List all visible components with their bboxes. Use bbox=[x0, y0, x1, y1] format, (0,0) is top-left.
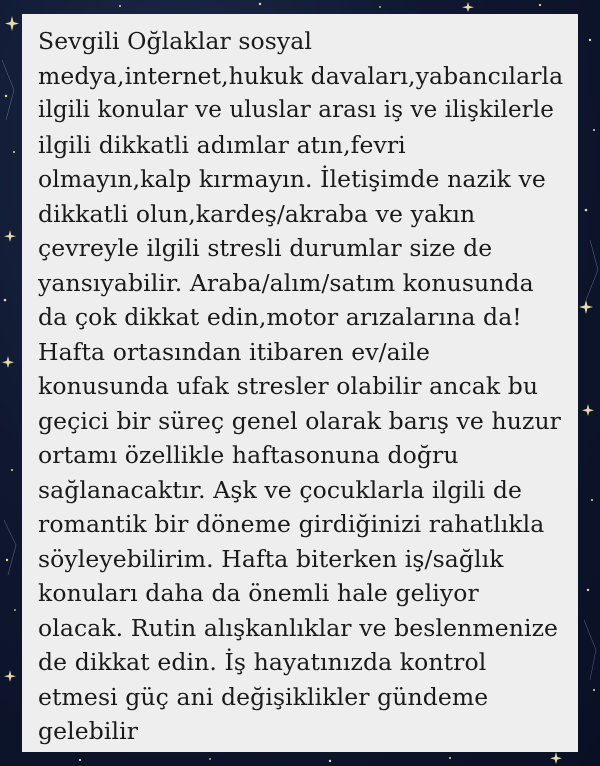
text-line: ortamı özellikle haftasonuna doğru bbox=[38, 441, 459, 469]
text-line: olacak. Rutin alışkanlıklar ve beslenmenize bbox=[38, 613, 559, 642]
text-line: de dikkat edin. İş hayatınızda kontrol bbox=[38, 648, 487, 676]
star-dot bbox=[329, 760, 331, 762]
text-line: konusunda ufak stresler olabilir ancak bu bbox=[38, 372, 539, 400]
text-line: geçici bir süreç genel olarak barış ve huzur bbox=[38, 406, 562, 435]
text-line: olmayın,kalp kırmayın. İletişimde nazik ve bbox=[38, 165, 546, 193]
text-line: çevreyle ilgili stresli durumlar size de bbox=[38, 234, 493, 262]
sparkle-star-icon bbox=[4, 670, 16, 682]
text-line: söyleyebilirim. Hafta biterken iş/sağlık bbox=[38, 544, 504, 573]
text-card bbox=[22, 14, 578, 752]
text-line: Sevgili Oğlaklar sosyal bbox=[38, 27, 313, 55]
text-line: medya,internet,hukuk davaları,yabancılarla bbox=[38, 61, 564, 90]
star-dot bbox=[593, 129, 595, 131]
star-dot bbox=[379, 6, 381, 8]
star-dot bbox=[119, 5, 121, 7]
text-line: etmesi güç ani değişiklikler gündeme bbox=[38, 682, 489, 711]
text-line: dikkatli olun,kardeş/akraba ve yakın bbox=[38, 199, 476, 228]
star-dot bbox=[79, 759, 81, 761]
star-dot bbox=[259, 3, 261, 5]
star-dot bbox=[5, 95, 7, 97]
sparkle-star-icon bbox=[4, 230, 16, 242]
star-dot bbox=[593, 689, 595, 691]
text-line: Hafta ortasından itibaren ev/aile bbox=[38, 337, 430, 366]
text-line: romantik bir döneme girdiğinizi rahatlıkla bbox=[38, 510, 545, 538]
text-line: ilgili dikkatli adımlar atın,fevri bbox=[38, 130, 406, 159]
sparkle-star-icon bbox=[2, 356, 14, 368]
text-line: konuları daha da önemli hale geliyor bbox=[38, 579, 479, 607]
sparkle-star-icon bbox=[582, 404, 594, 416]
star-dot bbox=[14, 609, 16, 611]
star-dot bbox=[11, 469, 13, 471]
star-dot bbox=[587, 589, 589, 591]
star-dot bbox=[13, 151, 15, 153]
star-dot bbox=[589, 39, 591, 41]
sparkle-star-icon bbox=[550, 752, 562, 764]
star-dot bbox=[6, 559, 8, 561]
text-line: gelebilir bbox=[38, 717, 139, 745]
sparkle-star-icon bbox=[462, 2, 474, 12]
sparkle-star-icon bbox=[579, 300, 593, 314]
sparkle-star-icon bbox=[5, 16, 19, 31]
text-line: da çok dikkat edin,motor arızalarına da! bbox=[38, 303, 522, 331]
star-dot bbox=[539, 4, 541, 6]
star-dot bbox=[585, 209, 588, 212]
star-dot bbox=[4, 299, 7, 302]
text-line: sağlanacaktır. Aşk ve çocuklarla ilgili de bbox=[38, 475, 522, 504]
star-dot bbox=[591, 499, 593, 501]
text-line: yansıyabilir. Araba/alım/satım konusunda bbox=[38, 268, 534, 297]
star-dot bbox=[449, 757, 451, 759]
text-line: ilgili konular ve uluslar arası iş ve ilişkilerle bbox=[38, 97, 554, 123]
star-dot bbox=[209, 758, 211, 760]
